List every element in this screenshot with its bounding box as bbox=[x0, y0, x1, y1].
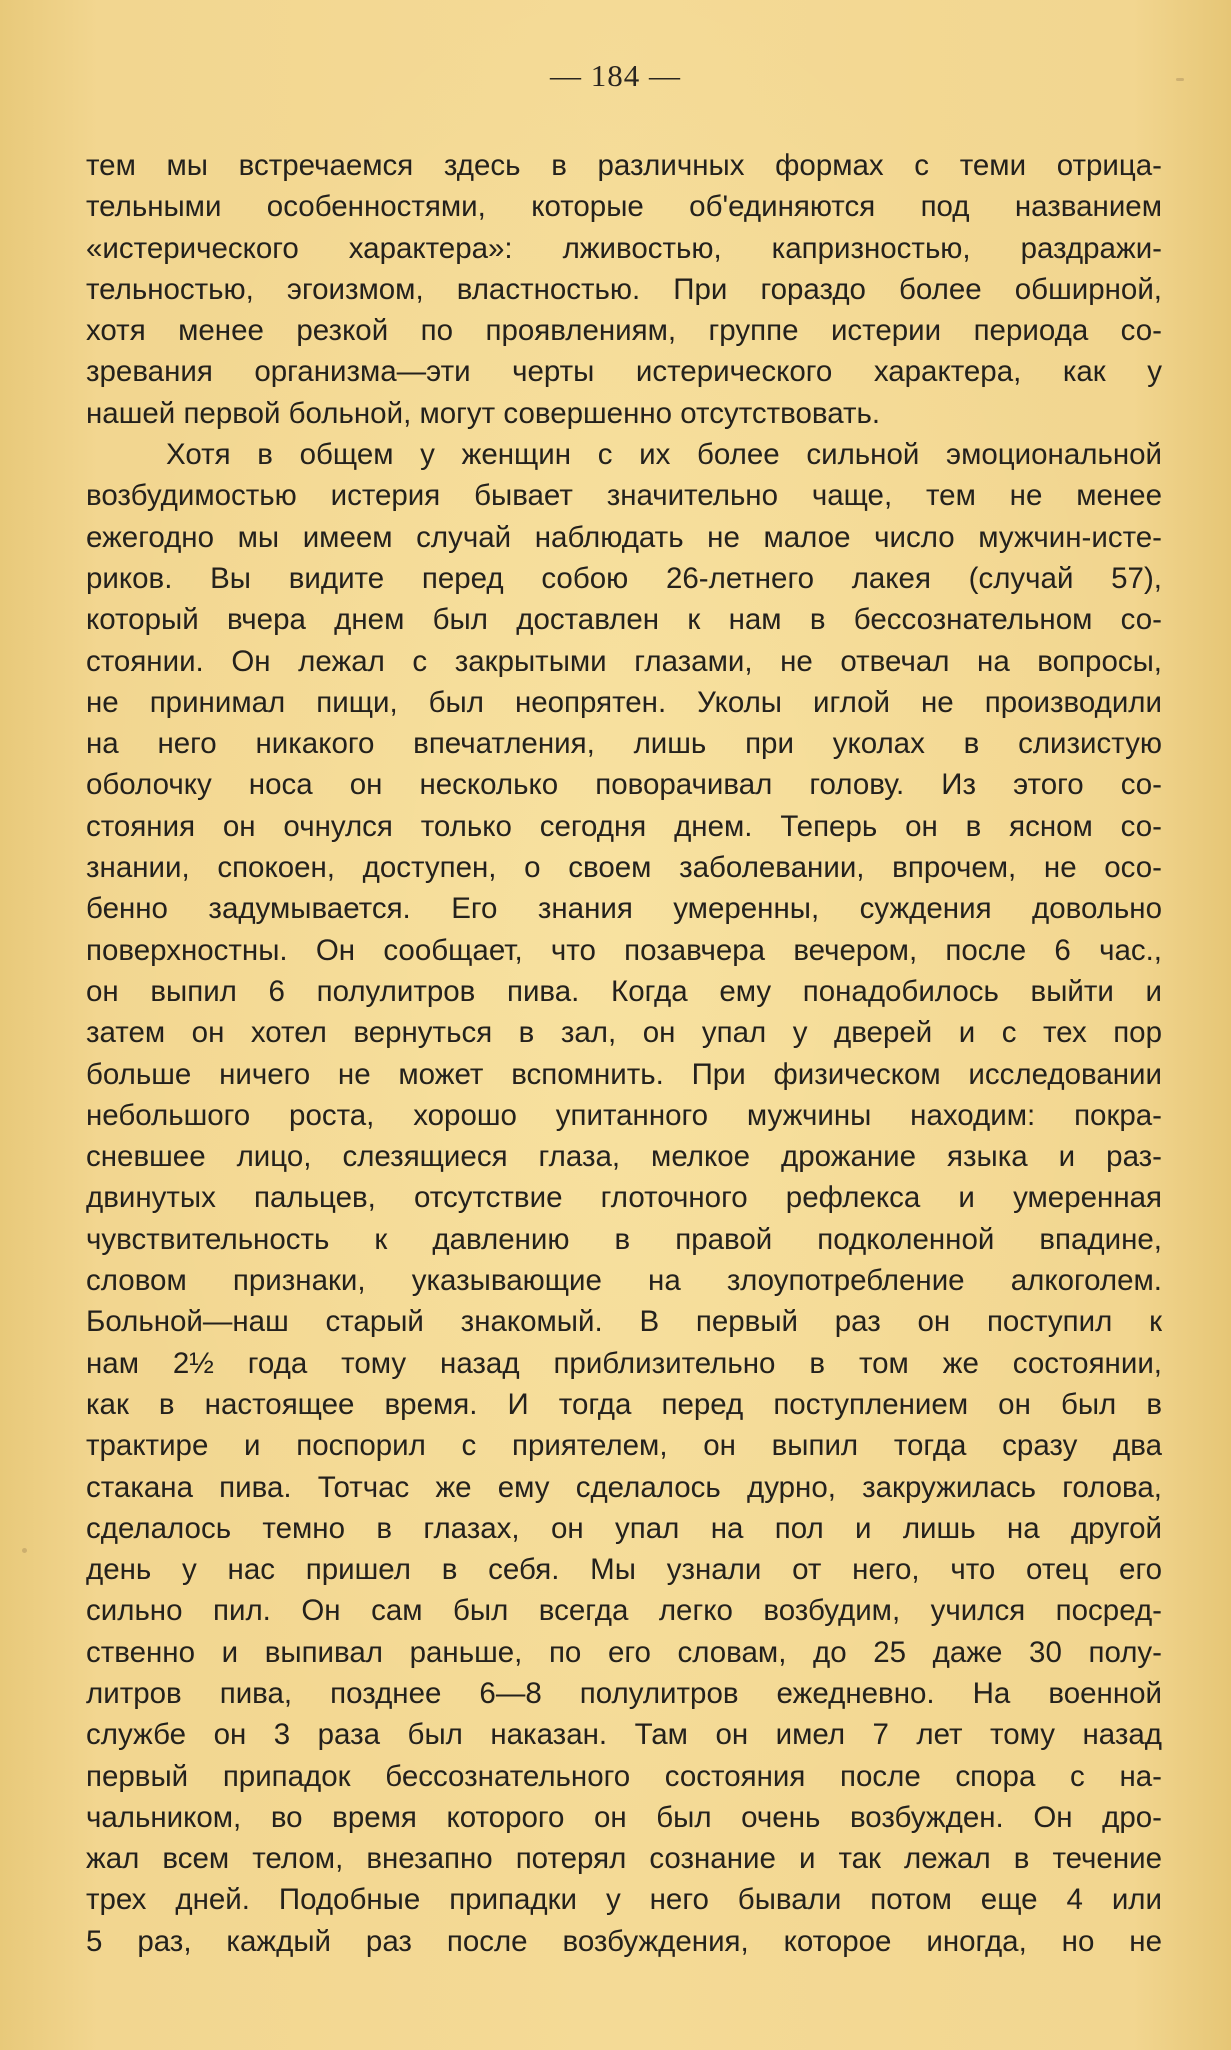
text-line: «истерического характера»: лживостью, капризностью, раздражи- bbox=[86, 231, 1162, 265]
text-line: двинутых пальцев, отсутствие глоточного рефлекса и умеренная bbox=[86, 1181, 1162, 1215]
text-line: небольшого роста, хорошо упитанного мужчины находим: покра- bbox=[86, 1098, 1162, 1132]
paper-speck bbox=[1176, 78, 1184, 81]
text-line: зревания организма—эти черты истерического характера, как у bbox=[86, 355, 1162, 389]
text-line: на него никакого впечатления, лишь при уколах в слизистую bbox=[86, 727, 1162, 761]
text-line: он выпил 6 полулитров пива. Когда ему понадобилось выйти и bbox=[86, 974, 1162, 1008]
text-line: хотя менее резкой по проявлениям, группе истерии периода со- bbox=[86, 314, 1162, 348]
paper-speck bbox=[22, 1548, 27, 1553]
text-line: нам 2½ года тому назад приблизительно в том же состоянии, bbox=[86, 1346, 1162, 1380]
text-line: стакана пива. Тотчас же ему сделалось дурно, закружилась голова, bbox=[86, 1470, 1162, 1504]
text-line: затем он хотел вернуться в зал, он упал у дверей и с тех пор bbox=[86, 1016, 1162, 1050]
text-line: 5 раз, каждый раз после возбуждения, которое иногда, но не bbox=[86, 1924, 1162, 1958]
text-line: сильно пил. Он сам был всегда легко возбудим, учился посред- bbox=[86, 1594, 1162, 1628]
page-number: — 184 — bbox=[550, 58, 681, 93]
text-line: литров пива, позднее 6—8 полулитров ежедневно. На военной bbox=[86, 1676, 1162, 1710]
text-line: ственно и выпивал раньше, по его словам, до 25 даже 30 полу- bbox=[86, 1635, 1162, 1669]
text-line: день у нас пришел в себя. Мы узнали от него, что отец его bbox=[86, 1553, 1162, 1587]
text-line: трактире и поспорил с приятелем, он выпил тогда сразу два bbox=[86, 1429, 1162, 1463]
text-line: первый припадок бессознательного состояния после спора с на- bbox=[86, 1759, 1162, 1793]
text-line: больше ничего не может вспомнить. При физическом исследовании bbox=[86, 1057, 1162, 1091]
text-line: трех дней. Подобные припадки у него бывали потом еще 4 или bbox=[86, 1883, 1162, 1917]
text-line: жал всем телом, внезапно потерял сознание и так лежал в течение bbox=[86, 1842, 1162, 1876]
paragraph-first-line: Хотя в общем у женщин с их более сильной эмоциональной bbox=[166, 438, 1162, 472]
text-line: знании, спокоен, доступен, о своем заболевании, впрочем, не осо- bbox=[86, 851, 1162, 885]
text-line: поверхностны. Он сообщает, что позавчера вечером, после 6 час., bbox=[86, 933, 1162, 967]
text-line: тем мы встречаемся здесь в различных формах с теми отрица- bbox=[86, 149, 1162, 182]
text-line: ежегодно мы имеем случай наблюдать не малое число мужчин-исте- bbox=[86, 520, 1162, 554]
text-line: возбудимостью истерия бывает значительно чаще, тем не менее bbox=[86, 479, 1162, 513]
text-line: бенно задумывается. Его знания умеренны, суждения довольно bbox=[86, 892, 1162, 926]
text-line: тельностью, эгоизмом, властностью. При гораздо более обширной, bbox=[86, 272, 1162, 306]
body-text bbox=[86, 145, 1162, 1962]
text-line: словом признаки, указывающие на злоупотребление алкоголем. bbox=[86, 1264, 1162, 1298]
text-line: службе он 3 раза был наказан. Там он имел 7 лет тому назад bbox=[86, 1718, 1162, 1752]
text-line: чувствительность к давлению в правой подколенной впадине, bbox=[86, 1222, 1162, 1256]
text-line: тельными особенностями, которые об'единяются под названием bbox=[86, 190, 1162, 224]
text-line: стояния он очнулся только сегодня днем. Теперь он в ясном со- bbox=[86, 809, 1162, 843]
text-line: чальником, во время которого он был очень возбужден. Он дро- bbox=[86, 1800, 1162, 1834]
text-line: сневшее лицо, слезящиеся глаза, мелкое дрожание языка и раз- bbox=[86, 1140, 1162, 1174]
text-line: не принимал пищи, был неопрятен. Уколы иглой не производили bbox=[86, 685, 1162, 719]
text-line: оболочку носа он несколько поворачивал голову. Из этого со- bbox=[86, 768, 1162, 802]
text-line: стоянии. Он лежал с закрытыми глазами, не отвечал на вопросы, bbox=[86, 644, 1162, 678]
text-line: риков. Вы видите перед собою 26-летнего лакея (случай 57), bbox=[86, 561, 1162, 595]
text-line: как в настоящее время. И тогда перед поступлением он был в bbox=[86, 1387, 1162, 1421]
text-line: сделалось темно в глазах, он упал на пол и лишь на другой bbox=[86, 1511, 1162, 1545]
text-line: который вчера днем был доставлен к нам в бессознательном со- bbox=[86, 603, 1162, 637]
text-line: Больной—наш старый знакомый. В первый раз он поступил к bbox=[86, 1305, 1162, 1339]
text-line: нашей первой больной, могут совершенно отсутствовать. bbox=[86, 396, 881, 430]
